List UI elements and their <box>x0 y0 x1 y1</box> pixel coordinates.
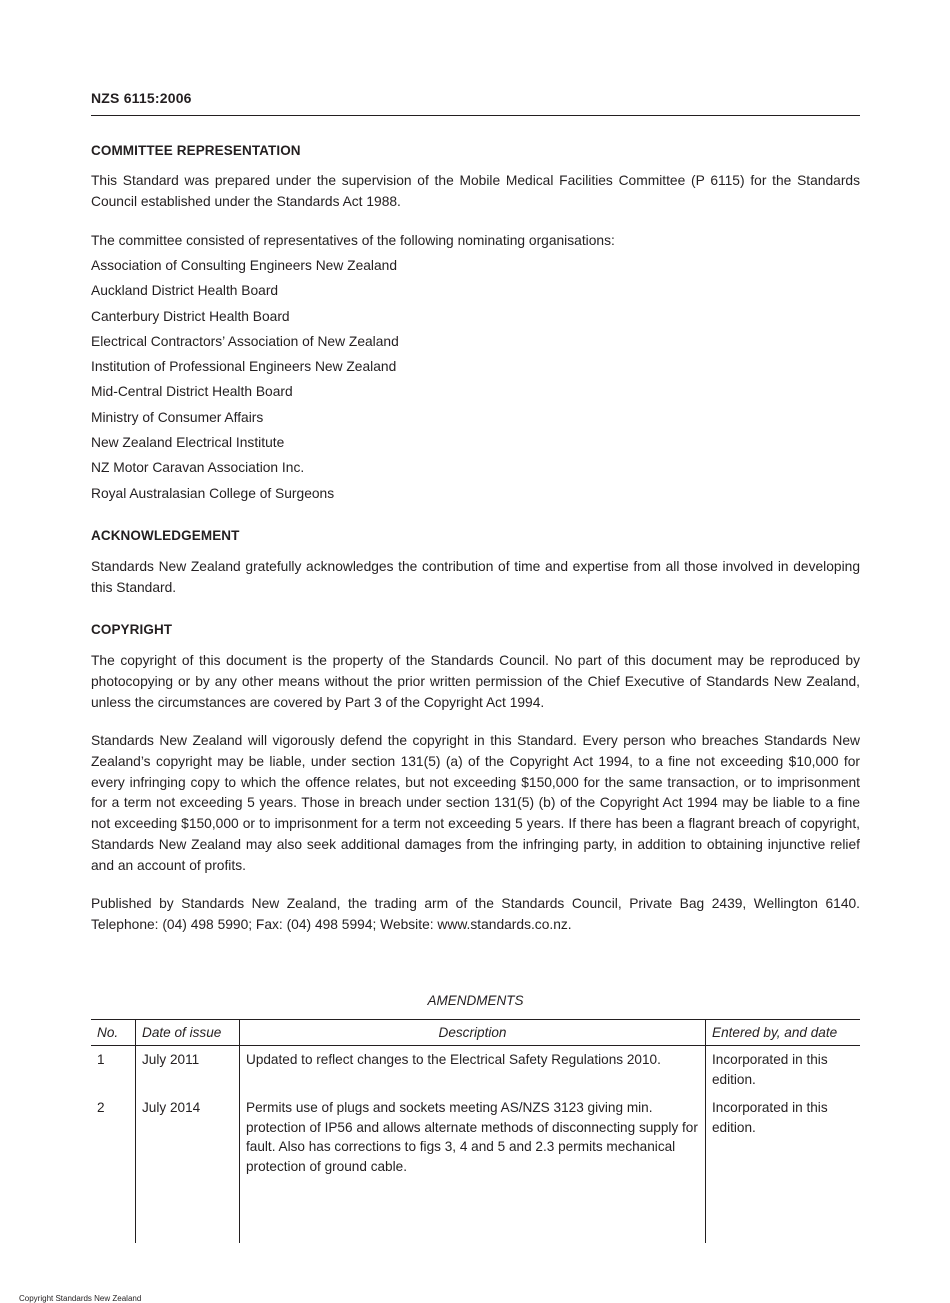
acknowledgement-text: Standards New Zealand gratefully acknowledges the contribution of time and expertise from all those involved in developing this Standard. <box>91 559 860 595</box>
copyright-paragraph-2: Standards New Zealand will vigorously defend the copyright in this Standard. Every person who breaches Standards New Zealand’s copyright may be liable, under section 131(5) (a) of the Copyright Act 1994, to a fine not exceeding $10,000 for every infringing copy to which the offence relates, but not exceeding $150,000 for the same transaction, or to imprisonment for a term not exceeding 5 years. Those in breach under section 131(5) (b) of the Copyright Act 1994 may be liable to a fine not exceeding $150,000 or to imprisonment for a term not exceeding 5 years. If there has been a flagrant breach of copyright, Standards New Zealand may also seek additional damages from the infringing party, in addition to obtaining injunctive relief and an account of profits. <box>91 733 860 873</box>
list-item: Royal Australasian College of Surgeons <box>91 485 335 501</box>
column-header-date: Date of issue <box>136 1020 240 1046</box>
amendments-table <box>91 1019 860 1243</box>
amendment-number: 1 <box>91 1046 136 1095</box>
list-item: Auckland District Health Board <box>91 283 279 299</box>
amendments-title: AMENDMENTS <box>427 993 524 1008</box>
list-item: Association of Consulting Engineers New Zealand <box>91 258 398 273</box>
column-header-no: No. <box>91 1020 136 1046</box>
amendment-number: 2 <box>91 1094 136 1243</box>
amendment-entered: Incorporated in this edition. <box>712 1100 828 1135</box>
list-item: Canterbury District Health Board <box>91 308 290 324</box>
list-item: Ministry of Consumer Affairs <box>91 409 264 425</box>
publisher-details: Published by Standards New Zealand, the trading arm of the Standards Council, Private Bag 2439, Wellington 6140. Telephone: (04) 498 5990; Fax: (04) 498 5994; Website: www.standards.co.nz. <box>91 896 860 932</box>
organisations-intro: The committee consisted of representatives of the following nominating organisations: <box>91 233 615 248</box>
list-item: Institution of Professional Engineers New Zealand <box>91 359 397 375</box>
table-row <box>91 1046 860 1095</box>
column-header-description: Description <box>240 1020 706 1046</box>
table-header-row <box>91 1020 860 1046</box>
table-row <box>91 1094 860 1243</box>
list-item: Electrical Contractors’ Association of New Zealand <box>91 333 399 349</box>
copyright-paragraph-1: The copyright of this document is the property of the Standards Council. No part of this document may be reproduced by photocopying or by any other means without the prior written permission of the Chief Executive of Standards New Zealand, unless the circumstances are covered by Part 3 of the Copyright Act 1994. <box>91 653 860 710</box>
column-header-entered: Entered by, and date <box>706 1020 861 1046</box>
amendment-description: Updated to reflect changes to the Electrical Safety Regulations 2010. <box>240 1046 706 1095</box>
amendment-entered: Incorporated in this edition. <box>712 1052 828 1087</box>
list-item: NZ Motor Caravan Association Inc. <box>91 460 305 476</box>
list-item: New Zealand Electrical Institute <box>91 435 285 451</box>
amendment-description: Permits use of plugs and sockets meeting AS/NZS 3123 giving min. protection of IP56 and allows alternate methods of disconnecting supply for fault. Also has corrections to figs 3, 4 and 5 and 2.3 permits mechanical protection of ground cable. <box>240 1094 706 1243</box>
list-item: Mid-Central District Health Board <box>91 384 293 400</box>
amendment-date: July 2011 <box>136 1046 240 1095</box>
footer-copyright: Copyright Standards New Zealand <box>19 1294 142 1303</box>
committee-heading: COMMITTEE REPRESENTATION <box>91 143 301 158</box>
document-code: NZS 6115:2006 <box>91 90 192 106</box>
header-rule <box>91 115 860 116</box>
amendment-date: July 2014 <box>136 1094 240 1243</box>
copyright-heading: COPYRIGHT <box>91 622 173 637</box>
acknowledgement-heading: ACKNOWLEDGEMENT <box>91 528 240 543</box>
committee-intro: This Standard was prepared under the supervision of the Mobile Medical Facilities Committee (P 6115) for the Standards Council established under the Standards Act 1988. <box>91 173 860 209</box>
organisations-list <box>91 256 399 509</box>
